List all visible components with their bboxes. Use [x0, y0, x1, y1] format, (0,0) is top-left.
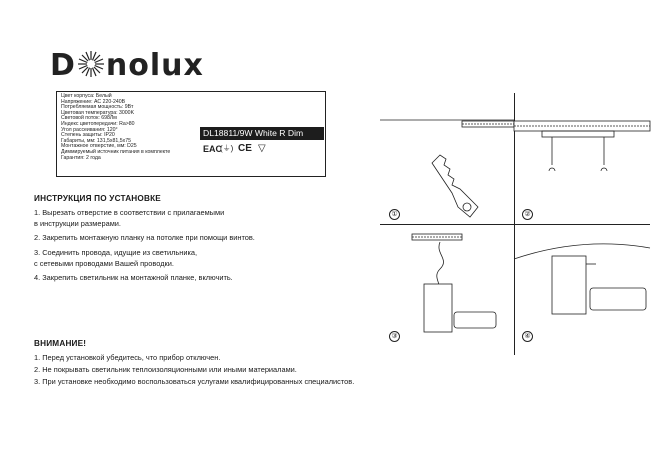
triangle-mark: ▽: [258, 143, 266, 154]
step-number: ③: [389, 331, 400, 342]
warning-item: 3. При установке необходимо воспользоваться услугами квалифицированных специалистов.: [34, 377, 355, 386]
brand-logo: [50, 48, 204, 83]
installation-diagram: [380, 93, 650, 355]
spec-line: Степень защиты: IP20: [61, 132, 115, 139]
step1-drawing: [380, 93, 514, 224]
step-number: ①: [389, 209, 400, 220]
spec-line: Световой поток: 698Лм: [61, 115, 117, 122]
step3-drawing: [380, 224, 514, 355]
spec-line: Монтажное отверстие, мм: D25: [61, 143, 137, 150]
step-number: ②: [522, 209, 533, 220]
eac-mark: EAC: [203, 144, 223, 154]
model-label: DL18811/9W White R Dim: [200, 127, 324, 140]
spec-line: Угол рассеивания: 120°: [61, 126, 118, 133]
step4-drawing: [514, 224, 650, 355]
install-step: 3. Соединить провода, идущие из светильника,: [34, 248, 198, 257]
spec-line: Напряжение: AC 220-240В: [61, 98, 126, 105]
ce-mark: CE: [238, 143, 252, 154]
warning-item: 2. Не покрывать светильник теплоизоляционными или иными материалами.: [34, 365, 297, 374]
spec-line: Потребляемая мощность: 9Вт: [61, 104, 134, 111]
spec-line: Цвет корпуса: Белый: [61, 93, 112, 99]
spec-line: Гарантия: 2 года: [61, 154, 101, 161]
spec-line: Диммируемый источник питания в комплекте: [61, 148, 171, 155]
spec-box: [56, 91, 326, 177]
install-step: 1. Вырезать отверстие в соответствии с прилагаемыми: [34, 208, 225, 217]
step-number: ④: [522, 331, 533, 342]
install-step: с сетевыми проводами Вашей проводки.: [34, 259, 174, 268]
logo-text: nolux: [105, 48, 204, 83]
logo-letter-d: D: [50, 48, 76, 83]
warning-title: ВНИМАНИЕ!: [34, 339, 87, 348]
spec-line: Индекс цветопередачи: Ra>80: [61, 120, 135, 127]
step2-drawing: [514, 93, 650, 224]
ground-mark: (⏚): [220, 144, 234, 153]
spec-line: Габариты, мм: 131,5x81,5x75: [61, 137, 131, 144]
install-step: в инструкции размерами.: [34, 219, 121, 228]
sunburst-icon: [76, 49, 106, 79]
warning-item: 1. Перед установкой убедитесь, что прибор отключен.: [34, 353, 221, 362]
spec-line: Цветовая температура: 3000K: [61, 109, 135, 116]
install-step: 4. Закрепить светильник на монтажной планке, включить.: [34, 273, 233, 282]
spec-list: [61, 94, 170, 161]
install-title: ИНСТРУКЦИЯ ПО УСТАНОВКЕ: [34, 194, 161, 203]
install-step: 2. Закрепить монтажную планку на потолке при помощи винтов.: [34, 233, 255, 242]
